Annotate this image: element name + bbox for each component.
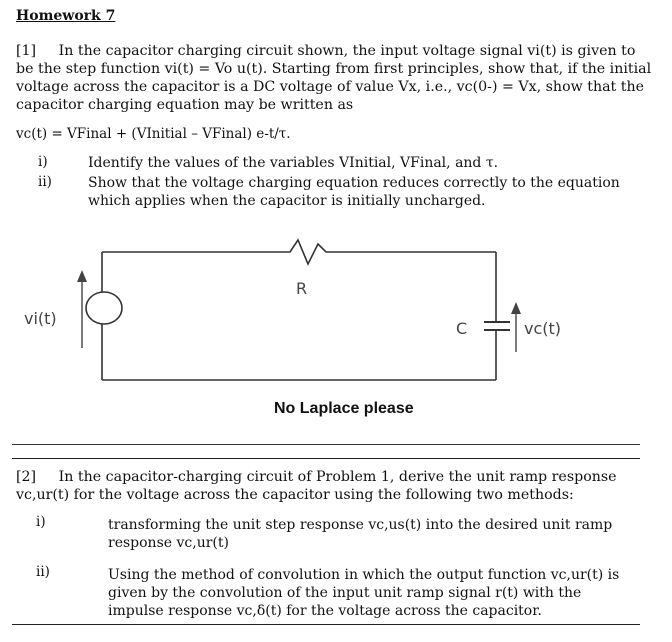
source-arrow-head-icon — [77, 270, 87, 282]
p2-item-2-label: ii) — [36, 564, 50, 580]
voltage-source — [86, 292, 122, 324]
problem-1-number: [1] — [16, 43, 37, 59]
problem-2-number: [2] — [16, 469, 37, 485]
top-wire-resistor — [102, 240, 496, 264]
charging-equation: vc(t) = VFinal + (VInitial – VFinal) e-t/τ. — [16, 126, 291, 142]
p2-item-1-text: transforming the unit step response vc,us(t) into the desired unit ramp response vc,ur(t) — [108, 517, 613, 551]
capacitor-voltage-label: vc(t) — [524, 319, 562, 338]
problem-2 — [16, 468, 652, 504]
p1-item-1-text: Identify the values of the variables VInitial, VFinal, and τ. — [88, 155, 499, 171]
divider-end — [12, 624, 640, 625]
problem-1-text: In the capacitor charging circuit shown, the input voltage signal vi(t) is given to be the step function vi(t) = Vo u(t). Starting from first principles, show that, if the initial voltage across the capacitor is a DC voltage of value Vx, i.e., vc(0-) = Vx, show that the capacitor charging equation may be written as — [16, 43, 652, 113]
p2-item-2-text: Using the method of convolution in which the output function vc,ur(t) is given by the convolution of the input unit ramp signal r(t) with the impulse response vc,δ(t) for the voltage across the capacitor. — [108, 567, 620, 619]
divider-top — [12, 444, 640, 445]
cap-arrow-head-icon — [511, 302, 521, 314]
p2-item-1-label: i) — [36, 514, 46, 530]
problem-1 — [16, 42, 652, 114]
source-voltage-label: vi(t) — [24, 309, 57, 328]
divider-bottom — [12, 458, 640, 459]
circuit-diagram — [0, 230, 672, 390]
p1-item-2-text: Show that the voltage charging equation reduces correctly to the equation which applies when the capacitor is initially uncharged. — [88, 175, 620, 209]
no-laplace-note: No Laplace please — [274, 400, 414, 417]
p1-item-1-label: i) — [38, 154, 48, 170]
problem-2-text: In the capacitor-charging circuit of Problem 1, derive the unit ramp response vc,ur(t) for the voltage across the capacitor using the following two methods: — [16, 469, 617, 503]
p1-item-2-label: ii) — [38, 174, 52, 190]
page-title: Homework 7 — [16, 8, 116, 24]
resistor-label: R — [296, 279, 308, 298]
capacitor-label: C — [456, 319, 468, 338]
